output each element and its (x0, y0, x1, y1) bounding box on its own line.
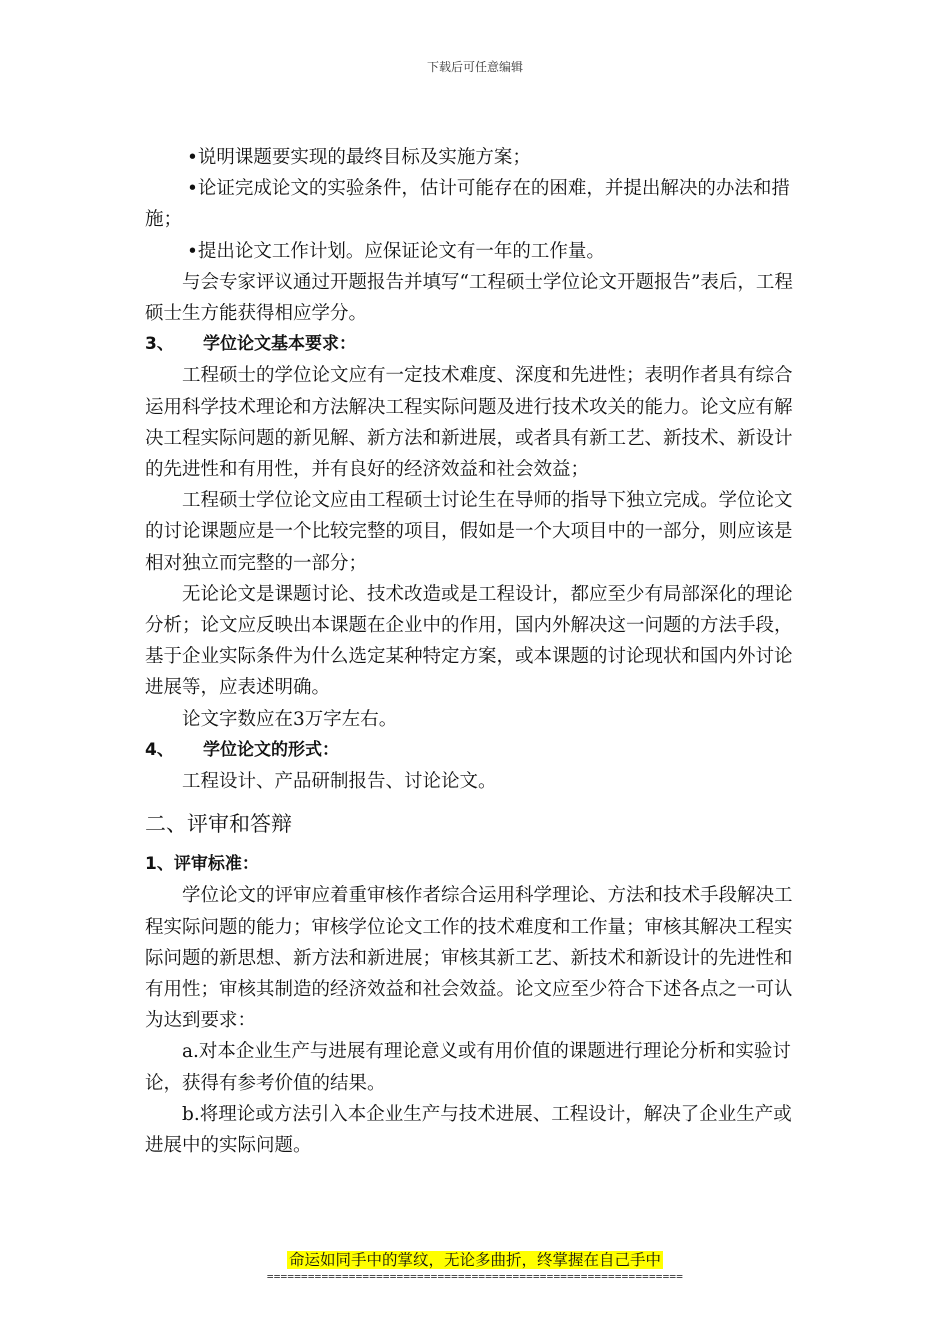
paragraph-item-a: a.对本企业生产与进展有理论意义或有用价值的课题进行理论分析和实验讨论，获得有参考价值的结果。 (145, 1041, 791, 1094)
page-header: 下载后可任意编辑 (426, 60, 523, 74)
paragraph-forms: 工程设计、产品研制报告、讨论论文。 (182, 771, 497, 793)
paragraph-approval: 与会专家评议通过开题报告并填写“工程硕士学位论文开题报告”表后，工程硕士生方能获得相应学分。 (145, 271, 793, 325)
bullet-plan: •提出论文工作计划。应保证论文有一年的工作量。 (187, 240, 605, 262)
document-body (145, 142, 800, 1161)
footer-motto (0, 1250, 950, 1270)
bullet-conditions: •论证完成论文的实验条件，估计可能存在的困难，并提出解决的办法和措施； (145, 178, 790, 231)
section-number: 4、 (145, 739, 174, 760)
section-heading-3 (145, 329, 800, 360)
paragraph-analysis: 无论论文是课题讨论、技术改造或是工程设计，都应至少有局部深化的理论分析；论文应反映出本课题在企业中的作用，国内外解决这一问题的方法手段，基于企业实际条件为什么选定某种特定方案，或本课题的讨论现状和国内外讨论进展等，应表述明确。 (145, 583, 793, 699)
section-title: 学位论文基本要求： (203, 334, 356, 355)
section-title: 学位论文的形式： (203, 739, 339, 760)
footer-motto-text: 命运如同手中的掌纹，无论多曲折，终掌握在自己手中 (288, 1251, 661, 1269)
bullet-goal: •说明课题要实现的最终目标及实施方案； (187, 147, 531, 168)
section-number: 3、 (145, 334, 174, 355)
paragraph-item-b: b.将理论或方法引入本企业生产与技术进展、工程设计，解决了企业生产或进展中的实际问题。 (145, 1103, 792, 1157)
paragraph-requirements: 工程硕士的学位论文应有一定技术难度、深度和先进性；表明作者具有综合运用科学技术理论和方法解决工程实际问题及进行技术攻关的能力。论文应有解决工程实际问题的新见解、新方法和新进展，或者具有新工艺、新技术、新设计的先进性和有用性，并有良好的经济效益和社会效益； (145, 365, 793, 481)
footer-rule: ============================================================= (266, 1270, 684, 1283)
subsection-heading: 1、评审标准： (145, 854, 259, 875)
paragraph-word-count: 论文字数应在3万字左右。 (182, 708, 398, 730)
chapter-heading: 二、评审和答辩 (145, 812, 292, 837)
section-heading-4 (145, 735, 800, 766)
paragraph-independence: 工程硕士学位论文应由工程硕士讨论生在导师的指导下独立完成。学位论文的讨论课题应是一个比较完整的项目，假如是一个大项目中的一部分，则应该是相对独立而完整的一部分； (145, 490, 793, 574)
paragraph-review: 学位论文的评审应着重审核作者综合运用科学理论、方法和技术手段解决工程实际问题的能力；审核学位论文工作的技术难度和工作量；审核其解决工程实际问题的新思想、新方法和新进展；审核其新工艺、新技术和新设计的先进性和有用性；审核其制造的经济效益和社会效益。论文应至少符合下述各点之一可认为达到要求： (145, 885, 793, 1032)
